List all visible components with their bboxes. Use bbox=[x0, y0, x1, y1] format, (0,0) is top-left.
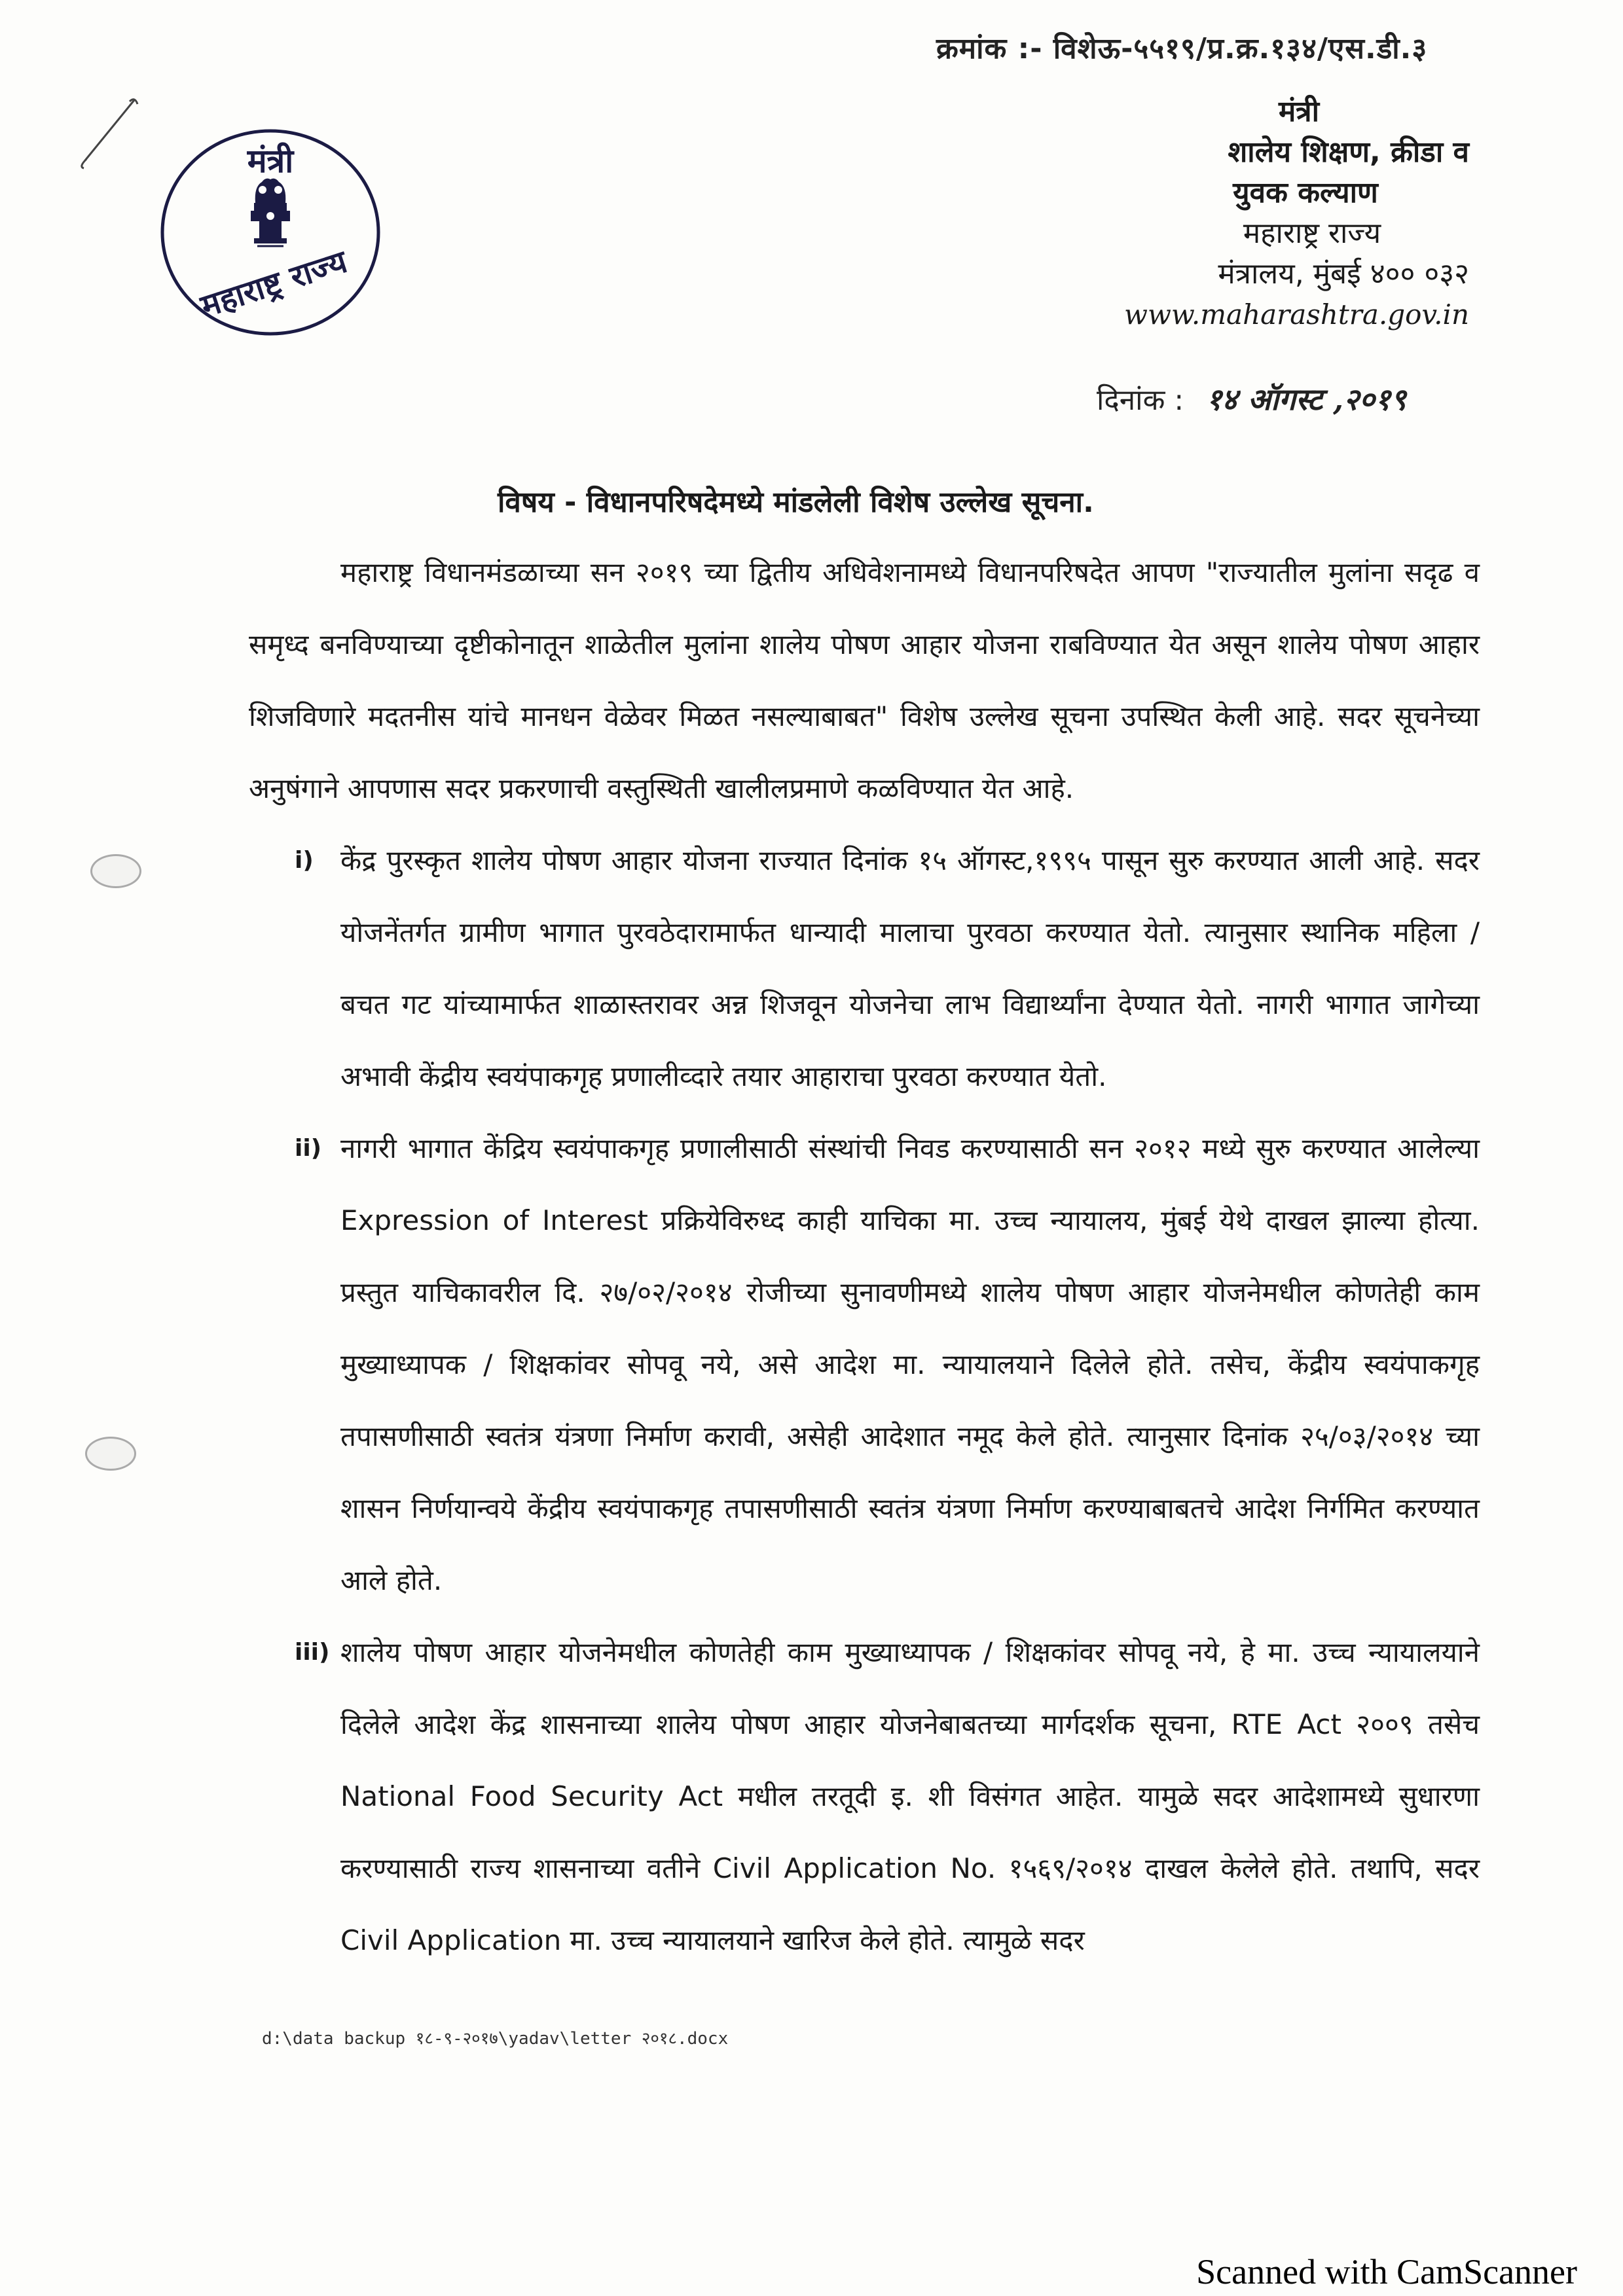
office-address: मंत्रालय, मुंबई ४०० ०३२ bbox=[1218, 257, 1469, 291]
website-link[interactable]: www.maharashtra.gov.in bbox=[1124, 298, 1469, 331]
department-line-1: शालेय शिक्षण, क्रीडा व bbox=[1228, 135, 1469, 169]
file-path-footer: d:\data backup १८-९-२०१७\yadav\letter २०१८.docx bbox=[262, 2029, 729, 2049]
reference-number: क्रमांक :- विशेऊ-५५१९/प्र.क्र.१३४/एस.डी.३ bbox=[936, 32, 1428, 65]
seal-bottom-text: महाराष्ट्र राज्य bbox=[196, 243, 352, 325]
date-value: १४ ऑगस्ट ,२०१९ bbox=[1206, 382, 1406, 417]
list-item bbox=[249, 825, 1480, 1113]
ministry-seal bbox=[156, 124, 385, 340]
subject-line: विषय - विधानपरिषदेमध्ये मांडलेली विशेष उल्लेख सूचना. bbox=[498, 486, 1094, 519]
sender-address bbox=[1050, 92, 1469, 335]
state-name: महाराष्ट्र राज्य bbox=[1243, 217, 1381, 250]
list-item bbox=[249, 1113, 1480, 1617]
designation: मंत्री bbox=[1279, 95, 1319, 128]
seal-top-text: मंत्री bbox=[247, 142, 294, 180]
list-item-number: ii) bbox=[295, 1135, 322, 1162]
pen-mark bbox=[72, 95, 144, 173]
list-item-text: केंद्र पुरस्कृत शालेय पोषण आहार योजना राज्यात दिनांक १५ ऑगस्ट,१९९५ पासून सुरु करण्यात आली आहे. सदर योजनेंतर्गत ग्रामीण भागात पुरवठेदारामार्फत धान्यादी मालाचा पुरवठा करण्यात येतो. त्यानुसार स्थानिक महिला / बचत गट यांच्यामार्फत शाळास्तरावर अन्न शिजवून योजनेचा लाभ विद्यार्थ्यांना देण्यात येतो. नागरी भागात जागेच्या अभावी केंद्रीय स्वयंपाकगृह प्रणालीव्दारे तयार आहाराचा पुरवठा करण्यात येतो. bbox=[340, 844, 1480, 1092]
list-item-number: i) bbox=[295, 847, 314, 874]
list-item-text: शालेय पोषण आहार योजनेमधील कोणतेही काम मुख्याध्यापक / शिक्षकांवर सोपवू नये, हे मा. उच्च न्यायालयाने दिलेले आदेश केंद्र शासनाच्या शालेय पोषण आहार योजनेबाबतच्या मार्गदर्शक सूचना, RTE Act २००९ तसेच National Food Security Act मधील तरतूदी इ. शी विसंगत आहेत. यामुळे सदर आदेशामध्ये सुधारणा करण्यासाठी राज्य शासनाच्या वतीने Civil Application No. १५६९/२०१४ दाखल केलेले होते. तथापि, सदर Civil Application मा. उच्च न्यायालयाने खारिज केले होते. त्यामुळे सदर bbox=[340, 1636, 1480, 1956]
list-item bbox=[249, 1617, 1480, 1977]
intro-paragraph: महाराष्ट्र विधानमंडळाच्या सन २०१९ च्या द्वितीय अधिवेशनामध्ये विधानपरिषदेत आपण "राज्यातील मुलांना सदृढ व समृध्द बनविण्याच्या दृष्टीकोनातून शाळेतील मुलांना शालेय पोषण आहार योजना राबविण्यात येत असून शालेय पोषण आहार शिजविणारे मदतनीस यांचे मानधन वेळेवर मिळत नसल्याबाबत" विशेष उल्लेख सूचना उपस्थित केली आहे. सदर सूचनेच्या अनुषंगाने आपणास सदर प्रकरणाची वस्तुस्थिती खालीलप्रमाणे कळविण्यात येत आहे. bbox=[249, 556, 1480, 804]
letter-body bbox=[249, 537, 1480, 1977]
scanner-watermark: Scanned with CamScanner bbox=[1196, 2252, 1577, 2291]
letter-date bbox=[1097, 378, 1406, 419]
department-line-2: युवक कल्याण bbox=[1233, 176, 1378, 209]
punch-hole-top bbox=[90, 854, 141, 888]
date-label: दिनांक : bbox=[1097, 384, 1184, 417]
list-item-text: नागरी भागात केंद्रिय स्वयंपाकगृह प्रणालीसाठी संस्थांची निवड करण्यासाठी सन २०१२ मध्ये सुरु करण्यात आलेल्या Expression of Interest प्रक्रियेविरुध्द काही याचिका मा. उच्च न्यायालय, मुंबई येथे दाखल झाल्या होत्या. प्रस्तुत याचिकावरील दि. २७/०२/२०१४ रोजीच्या सुनावणीमध्ये शालेय पोषण आहार योजनेमधील कोणतेही काम मुख्याध्यापक / शिक्षकांवर सोपवू नये, असे आदेश मा. न्यायालयाने दिलेले होते. तसेच, केंद्रीय स्वयंपाकगृह तपासणीसाठी स्वतंत्र यंत्रणा निर्माण करावी, असेही आदेशात नमूद केले होते. त्यानुसार दिनांक २५/०३/२०१४ च्या शासन निर्णयान्वये केंद्रीय स्वयंपाकगृह तपासणीसाठी स्वतंत्र यंत्रणा निर्माण करण्याबाबतचे आदेश निर्गमित करण्यात आले होते. bbox=[340, 1132, 1480, 1596]
list-item-number: iii) bbox=[295, 1639, 330, 1666]
punch-hole-bottom bbox=[85, 1437, 136, 1471]
